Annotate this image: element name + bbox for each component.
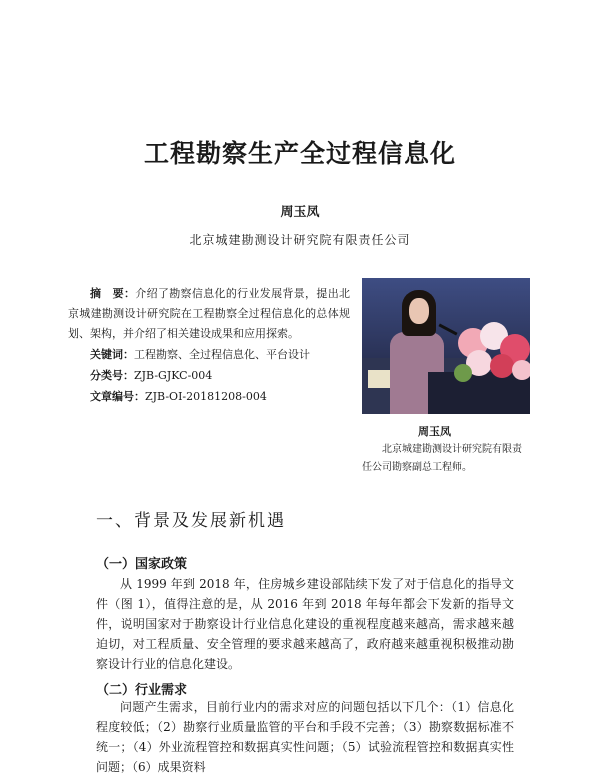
- photo-caption-bio: 北京城建勘测设计研究院有限责任公司勘察副总工程师。: [362, 444, 522, 473]
- keywords-label: 关键词：: [90, 348, 134, 361]
- section-heading: 一、背景及发展新机遇: [96, 511, 286, 531]
- subsection-title-industry: （二）行业需求: [96, 683, 188, 698]
- classification-value: ZJB-GJKC-004: [134, 369, 213, 382]
- abstract-label: 摘 要：: [90, 287, 136, 300]
- subsection-title-policy: （一）国家政策: [96, 557, 188, 572]
- classification-label: 分类号：: [90, 369, 134, 382]
- article-number-value: ZJB-OI-20181208-004: [145, 390, 267, 403]
- author-photo: [362, 278, 530, 414]
- abstract-paragraph: [68, 283, 350, 344]
- author-affiliation: 北京城建勘测设计研究院有限责任公司: [189, 233, 411, 247]
- classification-line: [68, 365, 350, 386]
- article-number-line: [68, 386, 350, 407]
- paper-title: 工程勘察生产全过程信息化: [143, 139, 456, 168]
- author-name: 周玉凤: [280, 205, 320, 220]
- paragraph-policy-text: 从 1999 年到 2018 年，住房城乡建设部陆续下发了对于信息化的指导文件（图 1），值得注意的是，从 2016 年到 2018 年每年都会下发新的指导文件，说明国家对于勘察设计行业信息化建设的重视程度越来越高，需求越来越迫切，对工程质量、安全管理的要求越来越高了，政府越来越重视积极推动勘察设计行业的信息化建设。: [96, 577, 514, 671]
- abstract-text: 介绍了勘察信息化的行业发展背景，提出北京城建勘测设计研究院在工程勘察全过程信息化的总体规划、架构，并介绍了相关建设成果和应用探索。: [68, 287, 351, 340]
- paragraph-policy: [96, 574, 514, 674]
- photo-caption-name: 周玉凤: [418, 425, 451, 438]
- paragraph-industry-text: 问题产生需求，目前行业内的需求对应的问题包括以下几个：（1）信息化程度较低；（2）勘察行业质量监管的平台和手段不完善；（3）勘察数据标准不统一；（4）外业流程管控和数据真实性问题；（5）试验流程管控和数据真实性问题；（6）成果资料: [96, 700, 514, 774]
- paragraph-industry: [96, 697, 514, 777]
- article-number-label: 文章编号：: [90, 390, 145, 403]
- keywords-text: 工程勘察、全过程信息化、平台设计: [134, 348, 310, 361]
- keywords-line: [68, 344, 350, 365]
- abstract-block: [68, 283, 350, 407]
